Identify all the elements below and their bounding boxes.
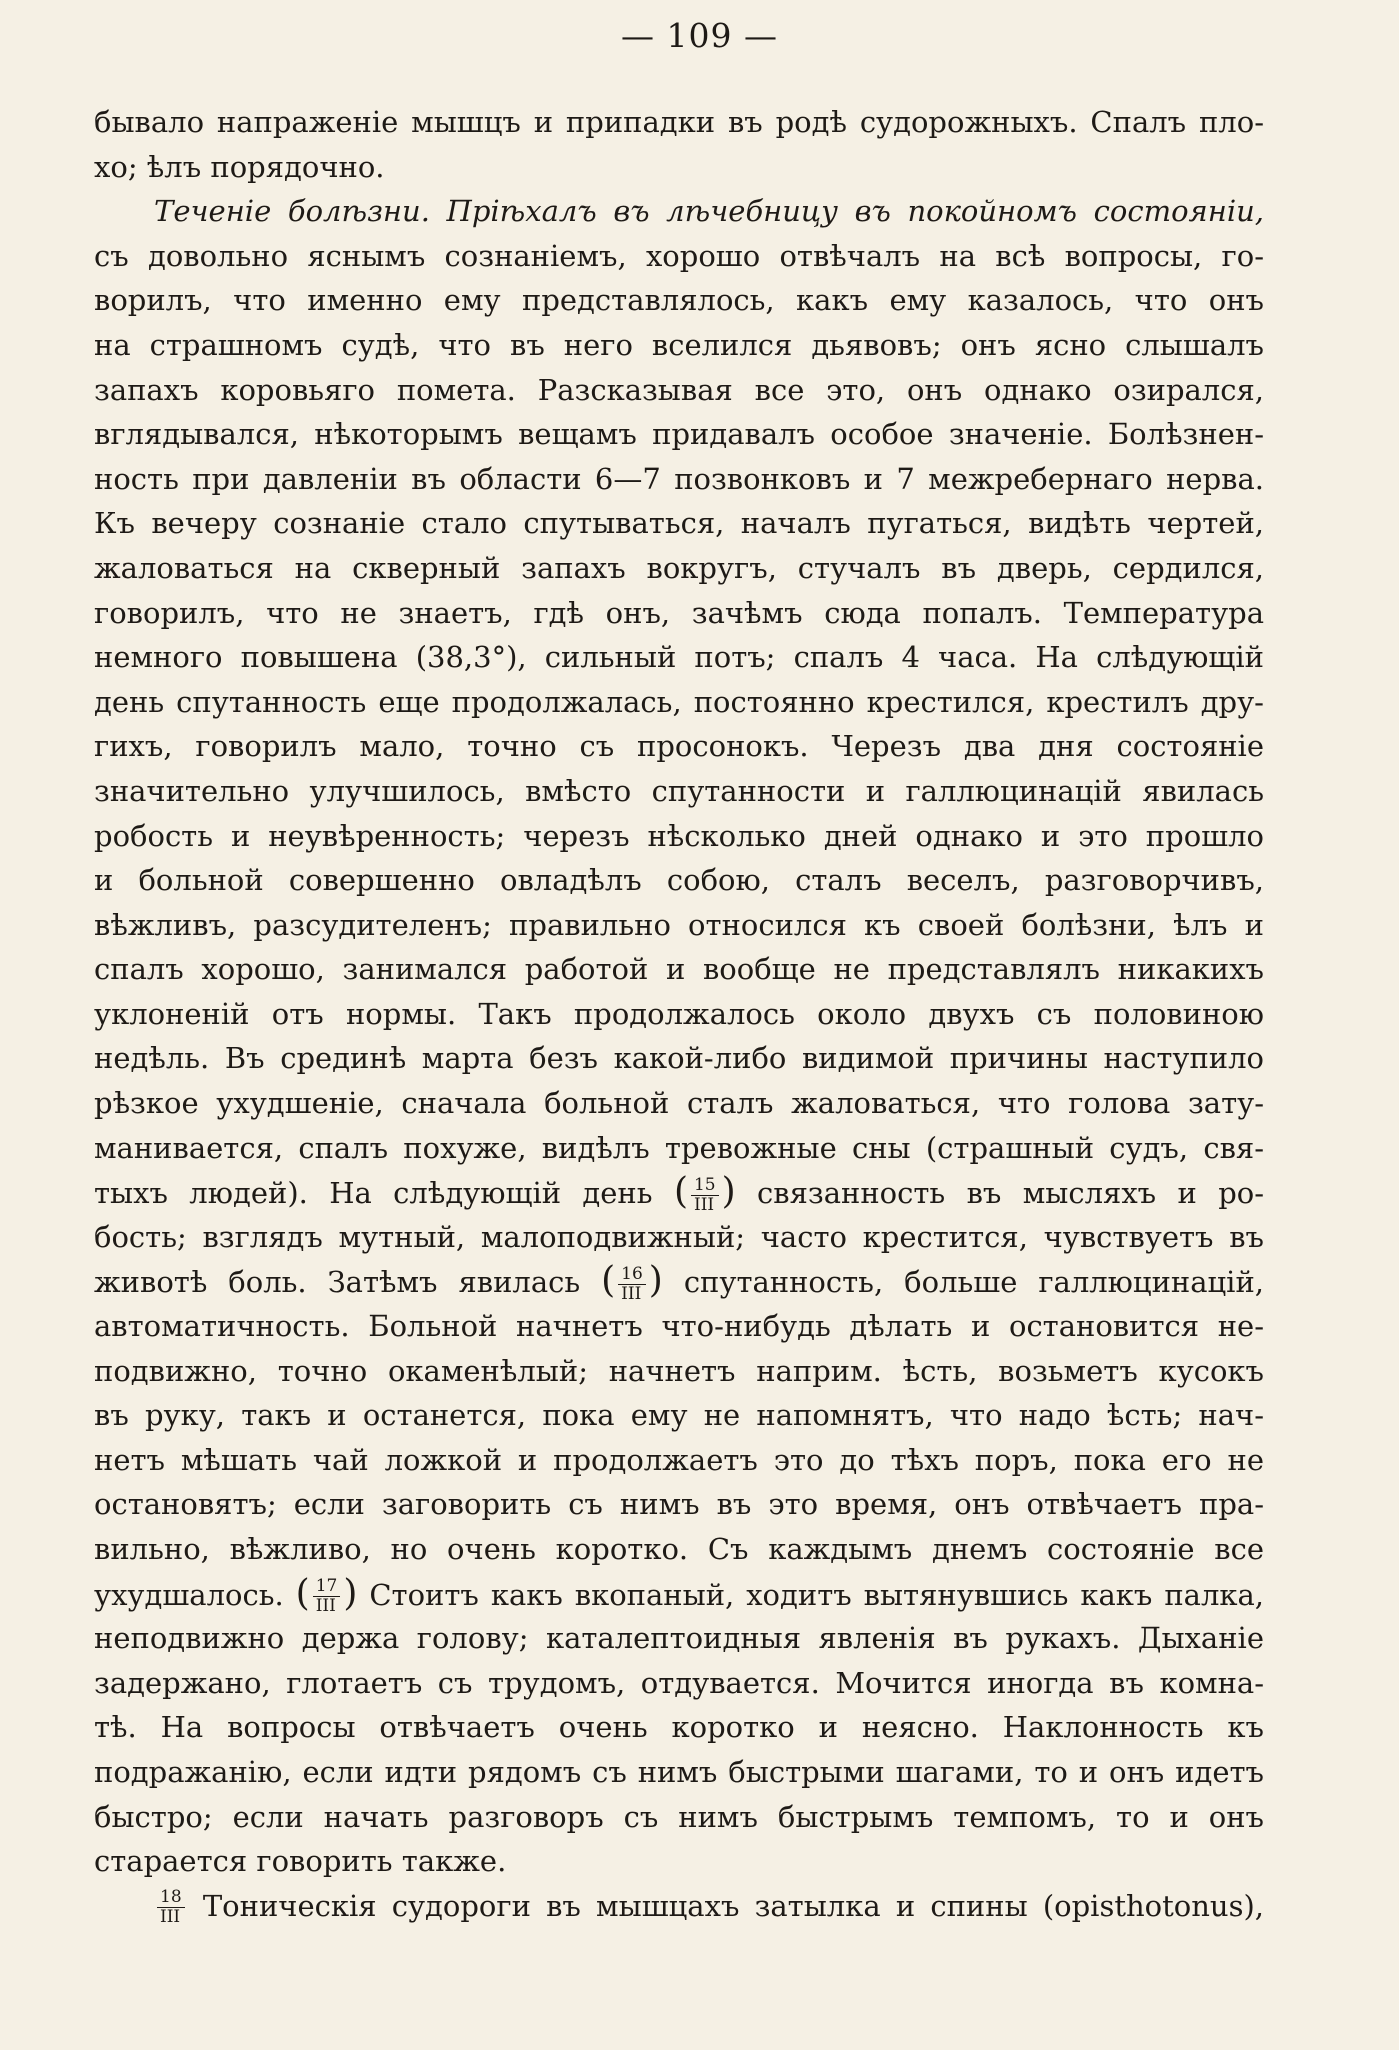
text-line: тѣ. На вопросы отвѣчаетъ очень коротко и неясно. Наклонность къ [94, 1710, 1264, 1745]
date-fraction [157, 1888, 185, 1927]
date-fraction [691, 1176, 719, 1215]
date-month: III [315, 1596, 336, 1617]
date-day: 18 [157, 1888, 185, 1908]
date-month: III [160, 1907, 181, 1928]
text-line: гихъ, говорилъ мало, точно съ просонокъ. Черезъ два дня состояніе [94, 729, 1264, 764]
text-line [94, 1572, 1264, 1617]
text-line [94, 1259, 1264, 1304]
text-line: на страшномъ судѣ, что въ него вселился дьявовъ; онъ ясно слышалъ [94, 327, 1264, 362]
text-line: бывало напраженіе мышцъ и припадки въ родѣ судорожныхъ. Спалъ пло- [94, 105, 1264, 139]
date-day: 17 [313, 1577, 341, 1597]
date-day: 16 [618, 1265, 646, 1285]
page-number: — 109 — [621, 16, 778, 55]
text-line: неподвижно держа голову; каталептоидныя явленія въ рукахъ. Дыханіе [94, 1621, 1264, 1656]
text-line: старается говорить также. [94, 1844, 507, 1879]
text-line: вильно, вѣжливо, но очень коротко. Съ каждымъ днемъ состояніе все [94, 1532, 1264, 1566]
text-line: ворилъ, что именно ему представлялось, какъ ему казалось, что онъ [94, 283, 1264, 318]
text-line: спалъ хорошо, занимался работой и вообще не представлялъ никакихъ [94, 952, 1264, 987]
date-fraction [618, 1265, 646, 1304]
text-line [94, 1170, 1264, 1215]
text-line: автоматичность. Больной начнетъ что-нибудь дѣлать и остановится не- [94, 1309, 1264, 1344]
text-segment: связанность въ мысляхъ и ро- [757, 1176, 1264, 1211]
date-month: III [693, 1194, 715, 1215]
paren-open: ( [601, 1260, 616, 1302]
text-line: уклоненій отъ нормы. Такъ продолжалось около двухъ съ половиною [94, 996, 1264, 1031]
text-line: хо; ѣлъ порядочно. [94, 149, 385, 184]
text-line: бость; взглядъ мутный, малоподвижный; часто крестится, чувствуетъ въ [94, 1219, 1264, 1254]
text-segment: Тоническія судороги въ мышцахъ затылка и спины (opisthotonus), [202, 1888, 1264, 1923]
date-day: 15 [691, 1176, 719, 1196]
text-line [94, 189, 1264, 234]
text-line: ность при давленіи въ области 6—7 позвонковъ и 7 межребернаго нерва. [94, 461, 1264, 496]
text-line: въ руку, такъ и останется, пока ему не напомнятъ, что надо ѣсть; нач- [94, 1398, 1264, 1433]
text-line: день спутанность еще продолжалась, постоянно крестился, крестилъ дру- [94, 684, 1264, 719]
paren-close: ) [648, 1260, 663, 1302]
body-text [94, 100, 1264, 1928]
paren-close: ) [721, 1171, 736, 1213]
text-line: остановятъ; если заговорить съ нимъ въ это время, онъ отвѣчаетъ пра- [94, 1487, 1264, 1522]
text-line: и больной совершенно овладѣлъ собою, сталъ веселъ, разговорчивъ, [94, 863, 1264, 898]
date-fraction [313, 1577, 341, 1616]
text-line: быстро; если начать разговоръ съ нимъ быстрымъ темпомъ, то и онъ [94, 1799, 1264, 1834]
text-line: вѣжливъ, разсудителенъ; правильно относился къ своей болѣзни, ѣлъ и [94, 907, 1264, 942]
text-line: маниваетcя, спалъ похуже, видѣлъ тревожные сны (страшный судъ, свя- [94, 1130, 1264, 1165]
text-line [94, 1884, 1264, 1929]
text-segment: Стоитъ какъ вкопаный, ходитъ вытянувшись какъ палка, [369, 1577, 1264, 1612]
text-segment: ухудшалось. [94, 1577, 284, 1612]
date-month: III [621, 1283, 642, 1304]
text-line: запахъ коровьяго помета. Разсказывая все это, онъ однако озирался, [94, 372, 1264, 407]
text-line: вглядывался, нѣкоторымъ вещамъ придавалъ особое значеніе. Болѣзнен- [94, 417, 1264, 452]
paren-open: ( [295, 1572, 310, 1614]
text-line: недѣль. Въ срединѣ марта безъ какой-либо видимой причины наступило [94, 1041, 1264, 1076]
text-line: Къ вечеру сознаніе стало спутываться, началъ пугаться, видѣть чертей, [94, 506, 1264, 541]
text-line: говорилъ, что не знаетъ, гдѣ онъ, зачѣмъ сюда попалъ. Температура [94, 595, 1264, 630]
text-line: задержано, глотаетъ съ трудомъ, отдувается. Мочится иногда въ комна- [94, 1665, 1264, 1700]
text-line: значительно улучшилось, вмѣсто спутанности и галлюцинацій явилась [94, 773, 1264, 808]
text-segment: тыхъ людей). На слѣдующій день [94, 1176, 653, 1211]
text-segment: спутанность, больше галлюцинацій, [683, 1265, 1264, 1300]
text-line: робость и неувѣренность; черезъ нѣсколько дней однако и это прошло [94, 818, 1264, 853]
section-heading: Теченіе болѣзни. Пріѣхалъ въ лѣчебницу въ покойномъ состояніи, [154, 194, 1264, 229]
text-line: нетъ мѣшать чай ложкой и продолжаетъ это до тѣхъ поръ, пока его не [94, 1442, 1264, 1477]
paren-open: ( [673, 1171, 688, 1213]
text-line: жаловаться на скверный запахъ вокругъ, стучалъ въ дверь, сердился, [94, 550, 1264, 585]
text-line: съ довольно яснымъ сознаніемъ, хорошо отвѣчалъ на всѣ вопросы, го- [94, 238, 1264, 273]
text-line: рѣзкое ухудшеніе, сначала больной сталъ жаловаться, что голова зату- [94, 1086, 1264, 1121]
text-line: подвижно, точно окаменѣлый; начнетъ наприм. ѣсть, возьметъ кусокъ [94, 1353, 1264, 1388]
paren-close: ) [343, 1572, 358, 1614]
text-line: немного повышена (38,3°), сильный потъ; спалъ 4 часа. На слѣдующій [94, 640, 1264, 675]
text-line: подражанію, если идти рядомъ съ нимъ быстрыми шагами, то и онъ идетъ [94, 1754, 1264, 1789]
text-segment: животѣ боль. Затѣмъ явилась [94, 1265, 581, 1300]
